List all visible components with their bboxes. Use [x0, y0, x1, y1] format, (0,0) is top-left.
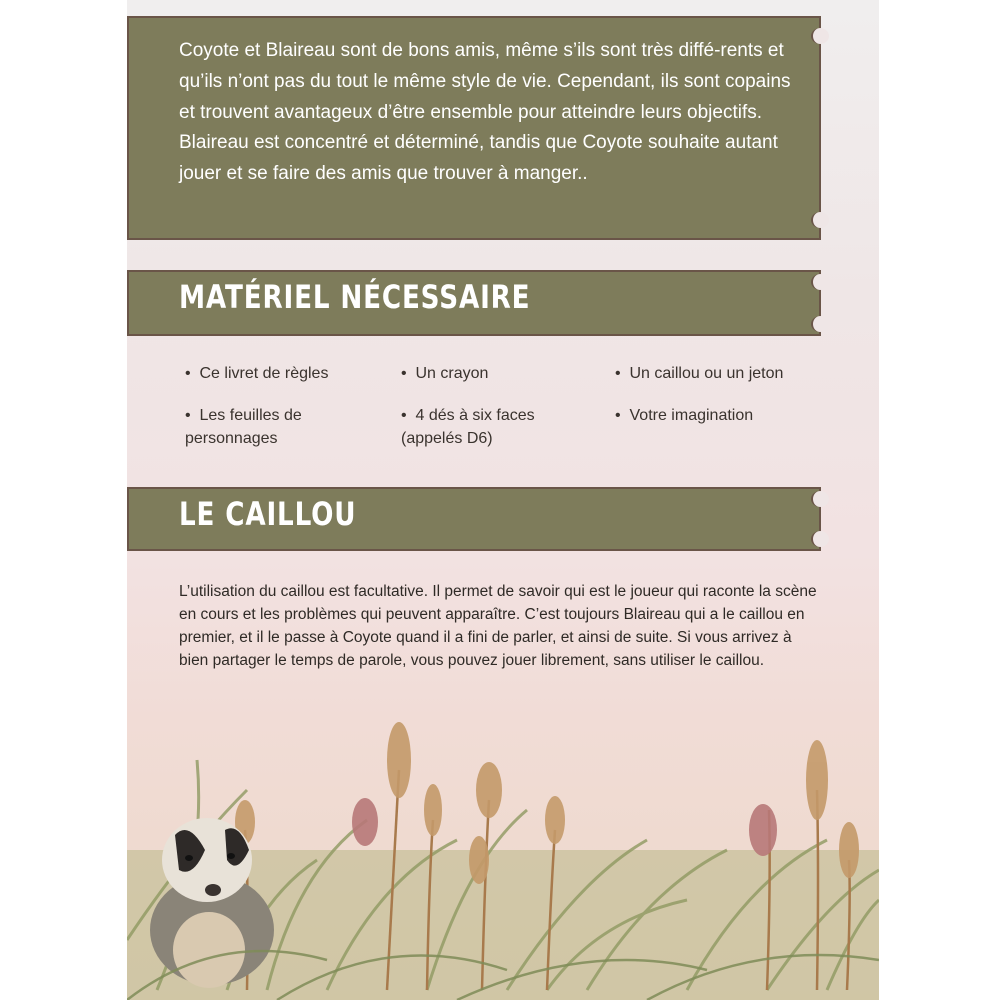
- materiel-item: • Un caillou ou un jeton: [615, 365, 784, 382]
- badger-grass-illustration: [127, 700, 879, 1000]
- banner-notch: [811, 274, 829, 290]
- caillou-paragraph: L’utilisation du caillou est facultative. Il permet de savoir qui est le joueur qui raconte la scène en cours et les problèmes qui peuvent apparaître. C’est toujours Blaireau qui a le caillou en premier, et il le passe à Coyote quand il a fini de parler, et ainsi de suite. Si vous arrivez à bien partager le temps de parole, vous pouvez jouer librement, sans utiliser le caillou.: [179, 583, 817, 669]
- materiel-column-1: [185, 362, 385, 469]
- materiel-item: • 4 dés à six faces (appelés D6): [401, 407, 535, 447]
- banner-notch: [811, 316, 829, 332]
- caillou-title: LE CAILLOU: [179, 495, 357, 533]
- materiel-column-3: [615, 362, 785, 446]
- materiel-title: MATÉRIEL NÉCESSAIRE: [179, 278, 531, 316]
- materiel-item: • Ce livret de règles: [185, 365, 329, 382]
- banner-notch: [811, 491, 829, 507]
- badger: [150, 818, 274, 988]
- materiel-item: • Les feuilles de personnages: [185, 407, 302, 447]
- banner-notch: [811, 28, 829, 44]
- materiel-item: • Votre imagination: [615, 407, 754, 424]
- materiel-column-2: [401, 362, 581, 469]
- materiel-heading-banner: [127, 270, 821, 336]
- intro-paragraph: Coyote et Blaireau sont de bons amis, même s’ils sont très diffé-rents et qu’ils n’ont pas du tout le même style de vie. Cependant, ils sont copains et trouvent avantageux d’être ensemble pour atteindre leurs objectifs. Blaireau est concentré et déterminé, tandis que Coyote souhaite autant jouer et se faire des amis que trouver à manger..: [179, 40, 791, 185]
- rulebook-page: [127, 0, 879, 1000]
- banner-notch: [811, 531, 829, 547]
- caillou-heading-banner: [127, 487, 821, 551]
- intro-banner: [127, 16, 821, 240]
- materiel-item: • Un crayon: [401, 365, 489, 382]
- banner-notch: [811, 212, 829, 228]
